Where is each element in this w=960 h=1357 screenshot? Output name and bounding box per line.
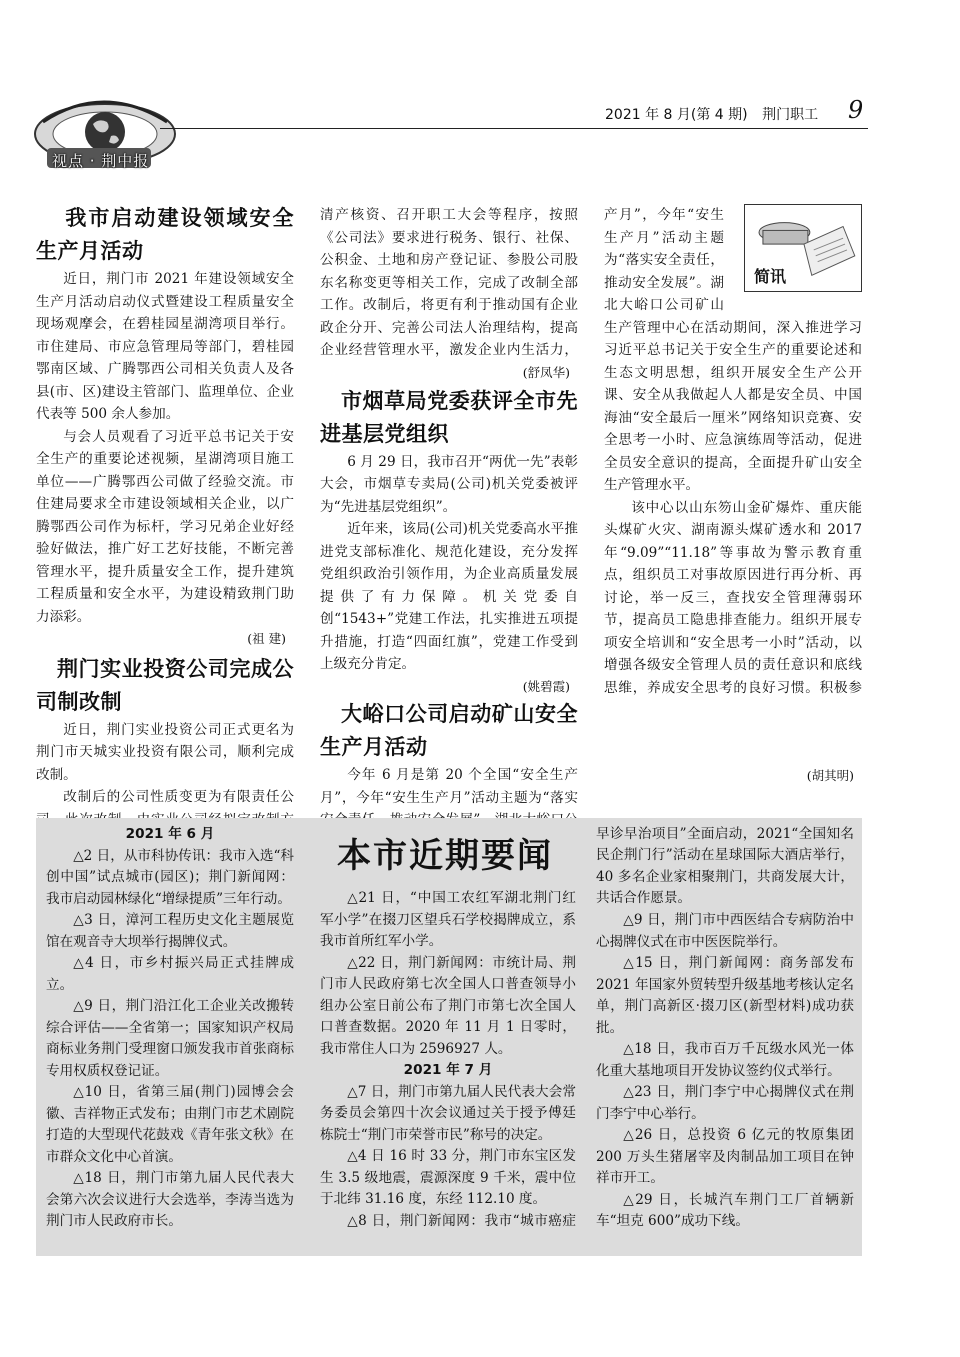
- news-item: △15 日，荆门新闻网：商务部发布 2021 年国家外贸转型升级基地考核认定名单，荆门高新区·掇刀区(新型材料)成功获批。: [596, 955, 854, 1036]
- article-title: 荆门实业投资公司完成公司制改制: [36, 656, 294, 714]
- news-column-3: [596, 824, 854, 1233]
- news-item: △26 日，总投资 6 亿元的牧原集团 200 万头生猪屠宰及肉制品加工项目在钟祥市开工。: [596, 1127, 854, 1186]
- article-title: 我市启动建设领域安全生产月活动: [36, 206, 294, 263]
- article-paragraph: 今年 6 月是第 20 个全国“安全生产月”，今年“安生生产月”活动主题为“落实: [320, 767, 578, 806]
- brief-label: 简讯: [754, 267, 787, 286]
- news-item: △3 日，漳河工程历史文化主题展览馆在观音寺大坝举行揭牌仪式。: [46, 912, 294, 950]
- article-paragraph: 该中心以山东笏山金矿爆炸、重庆能头煤矿火灾、湖南源头煤矿透水和 2017 年“9.09”“11.18”等事故为警示教育重点，组织员工对事故原因进行再分析、再讨论，举一反三，查找安全管理薄弱环节，提高员工隐患排查能力。组织开展专项安全培训和“安全思考一小时”活动，以增强各级安全管理人员的责任意识和底线思维，养成安全思考的良好习惯。积极参: [604, 499, 862, 696]
- news-item: △18 日，我市百万千瓦级水风光一体化重大基地项目开发协议签约仪式举行。: [596, 1041, 854, 1079]
- article-paragraph: 与会人员观看了习近平总书记关于安全生产的重要论述视频，星湖湾项目施工单位——广腾鄂西公司做了经验交流。市住建局要求全市建设领域相关企业，以广腾鄂西公司作为标杆，学习兄弟企业好经验好做法，推广好工艺好技能，不断完善管理水平，提升质量安全工作，提升建筑工程质量和安全水平，为建设精致荆门助力添彩。: [36, 428, 294, 625]
- news-item-continued: [596, 824, 854, 910]
- page-number: 9: [848, 96, 864, 124]
- article-author: (姚碧霞): [522, 678, 570, 694]
- month-label: 2021 年 6 月: [125, 826, 215, 842]
- article-body: [604, 204, 862, 699]
- article-title: 大峪口公司启动矿山安全生产月活动: [320, 702, 578, 759]
- article-paragraph-continued: [320, 204, 578, 362]
- header-date-and-paper: [605, 104, 818, 124]
- article-paragraph: 清产核资、召开职工大会等程序，按照《公司法》要求进行税务、银行、社保、公积金、土地和房产登记证、参股公司股东名称变更等相关工作，完成了改制全部工作。改制后，将更有利于推动国有企业政企分开、完善公司法人治理结构，提高企业经营管理水平，激发企业内生活力，: [320, 207, 578, 358]
- article-paragraph: 近年来，该局(公司)机关党委高水平推进党支部标准化、规范化建设，充分发挥党组织政治引领作用，为企业高质量发展提供了有力保障。机关党委自创“1543+”党建工作法，扎实推进五项提升措施，打造“四面红旗”，党建工作受到上级充分肯定。: [320, 521, 578, 672]
- news-column-1: [46, 824, 294, 1233]
- news-item: △4 日 16 时 33 分，荆门市东宝区发生 3.5 级地震，震源深度 9 千米，震中位于北纬 31.16 度，东经 112.10 度。: [320, 1148, 576, 1207]
- article-paragraph: 6 月 29 日，我市召开“两优一先”表彰大会，市烟草专卖局(公司)机关党委被评为“先进基层党组织”。: [320, 453, 578, 515]
- news-item: △22 日，荆门新闻网：市统计局、荆门市人民政府第七次全国人口普查领导小组办公室日前公布了荆门市第七次全国人口普查数据。2020 年 11 月 1 日零时，我市常住人口为 2596927 人。: [320, 954, 576, 1057]
- news-item: △2 日，从市科协传讯：我市入选“科创中国”试点城市(园区)；荆门新闻网：我市启动园林绿化“增绿提质”三年行动。: [46, 847, 294, 907]
- brief-float-space: [724, 204, 862, 312]
- news-item: △23 日，荆门李宁中心揭牌仪式在荆门李宁中心举行。: [596, 1084, 854, 1122]
- news-item: △10 日，省第三届(荆门)园博会会徽、吉祥物正式发布；由荆门市艺术剧院打造的大型现代花鼓戏《青年张文秋》在市群众文化中心首演。: [46, 1084, 294, 1165]
- header-rule: [160, 128, 868, 129]
- news-panel-title: 本市近期要闻: [337, 836, 553, 876]
- news-item: 早诊早治项目”全面启动，2021“全国知名民企荆门行”活动在星球国际大酒店举行，40 多名企业家相聚荆门，共商发展大计，共话合作愿景。: [596, 825, 854, 906]
- article-author: (舒凤华): [522, 365, 570, 380]
- news-column-2: [320, 888, 576, 1231]
- news-item: △9 日，荆门沿江化工企业关改搬转综合评估——全省第一；国家知识产权局商标业务荆门受理窗口颁发我市首张商标专用权质权登记证。: [46, 998, 294, 1079]
- article-title: 市烟草局党委获评全市先进基层党组织: [320, 388, 578, 446]
- article-paragraph: 近日，荆门市 2021 年建设领域安全生产月活动启动仪式暨建设工程质量安全现场观摩会，在碧桂园星湖湾项目举行。市住建局、市应急管理局等部门，碧桂园鄂南区域、广腾鄂西公司相关负责人及各县(市、区)建设主管部门、监理单位、企业代表等 500 余人参加。: [36, 271, 294, 422]
- column-3: [604, 204, 862, 788]
- issue-date: 2021 年 8 月(第 4 期): [605, 107, 748, 123]
- paper-name: 荆门职工: [762, 107, 819, 123]
- news-item: △7 日，荆门市第九届人民代表大会常务委员会第四十次会议通过关于授予傅廷栋院士“荆门市荣誉市民”称号的决定。: [320, 1083, 576, 1143]
- article-author: (胡其明): [806, 768, 854, 783]
- article-paragraph: 近日，荆门实业投资公司正式更名为荆门市天城实业投资有限公司，顺利完成改制。: [36, 721, 294, 783]
- news-item: △29 日，长城汽车荆门工厂首辆新车“坦克 600”成功下线。: [596, 1191, 854, 1229]
- logo-caption: 视点 · 荆中报: [52, 152, 150, 170]
- column-1: [36, 202, 294, 832]
- article-continued: [604, 204, 862, 699]
- news-item: △21 日，“中国工农红军湖北荆门红军小学”在掇刀区望兵石学校揭牌成立，系我市首所红军小学。: [320, 890, 576, 949]
- news-item: △8 日，荆门新闻网：我市“城市癌症: [347, 1212, 576, 1229]
- article-author: (祖 建): [247, 631, 286, 646]
- news-item: △18 日，荆门市第九届人民代表大会第六次会议进行大会选举，李涛当选为荆门市人民政府市长。: [46, 1170, 294, 1229]
- article-paragraph: 改制后的公司性质变更为有限责任公: [63, 789, 294, 805]
- news-item: △4 日，市乡村振兴局正式挂牌成立。: [46, 955, 294, 993]
- column-2: [320, 204, 578, 832]
- news-item: △9 日，荆门市中西医结合专病防治中心揭牌仪式在市中医医院举行。: [596, 912, 854, 950]
- article-paragraph: 产月”，今年“安生生产月”活动主题为“落实安全责任，推动安全发展”。湖北大峪口公司矿山生产管理中心在活动期间，深入推进学习习近平总书记关于安全生产的重要论述和生态文明思想，组织开展安全生产公开课、安全从我做起人人都是安全员、中国海油“安全最后一厘米”网络知识竞赛、安全思考一小时、应急演练周等活动，促进全员安全意识的提高，全面提升矿山安全生产管理水平。: [604, 207, 862, 493]
- month-label: 2021 年 7 月: [403, 1062, 493, 1078]
